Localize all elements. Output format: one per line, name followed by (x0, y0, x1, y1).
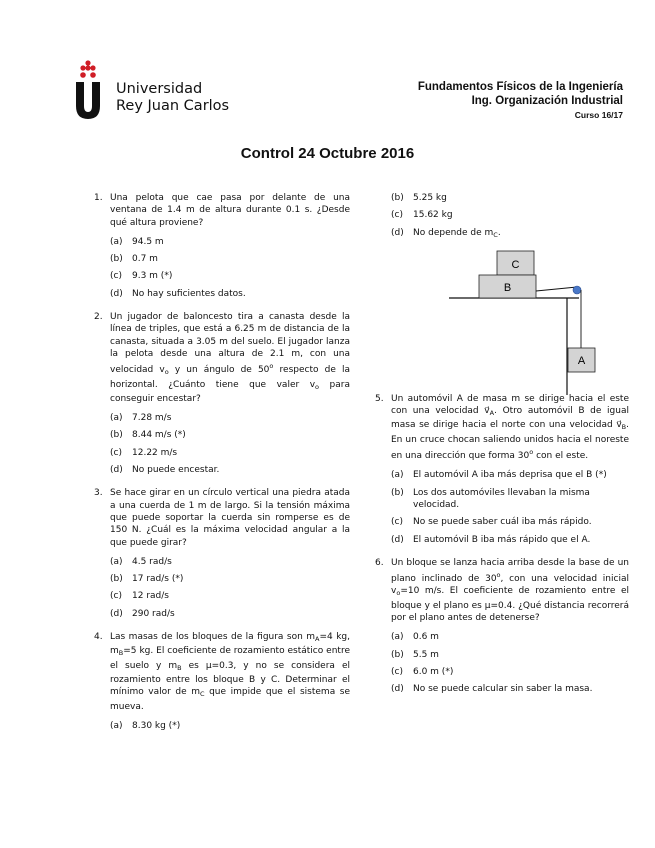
option-text: 9.3 m (*) (132, 271, 173, 282)
option-text: 8.30 kg (*) (132, 720, 181, 731)
text-part: con el este. (533, 451, 589, 462)
option (391, 227, 629, 241)
subscript: B (118, 649, 124, 658)
text-part: respecto de la horizontal. ¿Cuánto tiene que valer v (110, 365, 351, 390)
text-part: . Otro automóvil B de igual masa se dirige hacia el norte con una velocidad (391, 406, 629, 431)
university-line1: Universidad (116, 81, 203, 97)
option-label: (b) (391, 193, 404, 203)
question-text (110, 312, 350, 404)
option-text: 7.28 m/s (132, 413, 172, 424)
right-column (375, 192, 629, 707)
option-text: 5.25 kg (413, 193, 447, 203)
option (110, 447, 350, 459)
question-4 (94, 631, 350, 732)
subscript: A (315, 635, 320, 644)
options-list (391, 631, 629, 695)
option (391, 631, 629, 643)
options-list (110, 720, 350, 732)
option-label: (c) (391, 517, 403, 528)
block-a-label: A (577, 354, 586, 367)
question-number: 6. (375, 557, 384, 568)
question-1 (94, 192, 350, 300)
option-label: (b) (110, 574, 123, 585)
academic-term: Curso 16/17 (574, 110, 623, 120)
period: . (497, 227, 501, 238)
vector-symbol: v⃗ (616, 420, 622, 431)
option (110, 720, 350, 732)
option-label: (a) (391, 470, 404, 481)
option-text: 5.5 m (413, 649, 439, 660)
option (391, 534, 629, 546)
text-part: es μ=0.3, y no se considera el rozamiento entre los bloque B y C. Determinar el mínimo valor de m (110, 660, 350, 698)
option-label: (d) (110, 608, 123, 619)
block-c-label: C (511, 258, 520, 271)
text-part: =10 m/s. El coeficiente de rozamiento entre el bloque y el plano es μ=0.4. ¿Qué distancia recorrerá por el plano antes de detenerse? (391, 586, 629, 624)
course-header (418, 80, 623, 122)
question-text (391, 394, 629, 461)
option (391, 516, 629, 528)
urjc-logo-icon (74, 60, 114, 122)
option (110, 429, 350, 441)
left-column (94, 192, 350, 743)
option-label: (d) (110, 288, 123, 299)
option-text: No se puede saber cuál iba más rápido. (413, 517, 592, 528)
option (391, 192, 629, 204)
option-text: 94.5 m (132, 236, 164, 247)
superscript: o (529, 448, 534, 457)
option-label: (b) (391, 487, 404, 498)
text-part: Las masas de los bloques de la figura son m (110, 632, 316, 643)
options-list (110, 556, 350, 620)
options-list (110, 412, 350, 476)
text-part: , con una velocidad inicial v (391, 574, 629, 597)
option (391, 487, 629, 512)
text-part: Un bloque se lanza hacia arriba desde la base de un plano inclinado de 30 (391, 557, 629, 585)
degree-name: Ing. Organización Industrial (471, 95, 623, 107)
option (110, 270, 350, 282)
question-number: 5. (375, 393, 384, 404)
option (110, 412, 350, 424)
option-label: (d) (110, 465, 123, 476)
page-title: Control 24 Octubre 2016 (240, 145, 415, 162)
option-label: (d) (391, 534, 404, 545)
blocks-figure (449, 247, 599, 369)
option-label: (b) (391, 649, 404, 660)
blocks-diagram (449, 247, 599, 397)
subscript: o (396, 589, 401, 598)
option-label: (c) (110, 271, 122, 282)
option-label: (c) (110, 447, 122, 458)
question-text (110, 632, 350, 711)
option-label: (c) (391, 210, 403, 221)
option-label: (c) (391, 666, 403, 677)
subscript: A (489, 409, 495, 418)
question-2 (94, 311, 350, 476)
option-text: No se puede calcular sin saber la masa. (413, 684, 593, 695)
option-text: No puede encestar. (132, 465, 220, 476)
question-4-continued (375, 192, 629, 369)
question-number: 1. (94, 193, 103, 203)
superscript: o (269, 362, 274, 371)
option (110, 556, 350, 568)
option-label: (a) (391, 632, 404, 643)
option-label: (d) (391, 227, 404, 238)
option-label: (d) (391, 684, 404, 695)
option (391, 649, 629, 661)
option-text: 15.62 kg (413, 210, 453, 221)
question-text (391, 558, 629, 623)
text-part: Un automóvil A de masa m se dirige hacia el este con una velocidad (391, 393, 629, 417)
question-text: Se hace girar en un círculo vertical una piedra atada a una cuerda de 1 m de largo. Si la tensión máxima que puede soportar la cuerda sin romperse es de 150 N. ¿Cuál es la máxima velocidad angular a la que puede girar? (110, 488, 350, 548)
option (391, 469, 629, 481)
university-name (116, 81, 229, 115)
option-text: No hay suficientes datos. (132, 288, 246, 299)
option (110, 464, 350, 476)
text-part: para conseguir encestar? (110, 379, 350, 404)
option-text: 12.22 m/s (132, 447, 178, 458)
subscript: o (164, 368, 169, 377)
option (391, 209, 629, 221)
option-text: Los dos automóviles llevaban la misma velocidad. (413, 487, 590, 510)
subscript: C (493, 230, 498, 239)
option-text: 290 rad/s (132, 608, 175, 619)
text-part: que impide que el sistema se mueva. (110, 687, 350, 712)
option-label: (b) (110, 254, 123, 265)
option (110, 236, 350, 248)
rope-horizontal (536, 287, 577, 291)
superscript: o (496, 571, 501, 580)
option (110, 253, 350, 265)
option-label: (a) (110, 236, 123, 247)
text-part: =4 kg, m (110, 632, 350, 657)
university-line2: Rey Juan Carlos (116, 98, 230, 114)
question-number: 3. (94, 488, 103, 499)
option-text: 4.5 rad/s (132, 556, 172, 567)
option-text: El automóvil A iba más deprisa que el B (*) (413, 470, 607, 481)
block-b-label: B (503, 281, 512, 294)
pulley-icon (573, 286, 581, 294)
option-label: (a) (110, 413, 123, 424)
option (110, 608, 350, 620)
course-title: Fundamentos Físicos de la Ingeniería (417, 81, 623, 93)
question-6 (375, 557, 629, 696)
option-text: 17 rad/s (*) (132, 574, 184, 585)
option-text: 6.0 m (*) (413, 666, 454, 677)
subscript: o (315, 382, 320, 391)
option-text: El automóvil B iba más rápido que el A. (413, 534, 591, 545)
text-part: . En un cruce chocan saliendo unidos hacia el noreste en una dirección que forma 30 (391, 420, 629, 462)
option (110, 573, 350, 585)
option (110, 590, 350, 602)
option-label: (a) (110, 556, 123, 567)
text-part: =5 kg. El coeficiente de rozamiento estático entre el suelo y m (110, 646, 350, 671)
subscript: C (199, 690, 205, 699)
option-text: 8.44 m/s (*) (132, 430, 186, 441)
question-3 (94, 487, 350, 620)
subscript: B (177, 663, 182, 672)
text-part: y un ángulo de 50 (168, 365, 270, 376)
question-number: 4. (94, 632, 103, 643)
option-label: (c) (110, 591, 122, 602)
option (391, 683, 629, 695)
option (391, 666, 629, 678)
option-text: 12 rad/s (132, 591, 169, 602)
option-text: 0.7 m (132, 254, 158, 265)
option-text: No depende de m (413, 227, 494, 238)
subscript: B (621, 423, 627, 432)
option (110, 288, 350, 300)
option-label: (a) (110, 720, 123, 731)
question-5 (375, 393, 629, 546)
text-part: Un jugador de baloncesto tira a canasta desde la línea de triples, que está a 6.25 m de distancia de la canasta, situada a 3.05 m del suelo. El jugador lanza la pelota desde una altura de 2.1 m, con una velocidad v (110, 312, 350, 376)
options-list (391, 192, 629, 241)
option-text: 0.6 m (413, 632, 439, 643)
option-label: (b) (110, 430, 123, 441)
question-text: Una pelota que cae pasa por delante de una ventana de 1.4 m de altura durante 0.1 s. ¿Desde qué altura proviene? (110, 193, 350, 228)
question-number: 2. (94, 312, 103, 323)
options-list (391, 469, 629, 545)
vector-symbol: v⃗ (484, 406, 490, 417)
options-list (110, 236, 350, 300)
